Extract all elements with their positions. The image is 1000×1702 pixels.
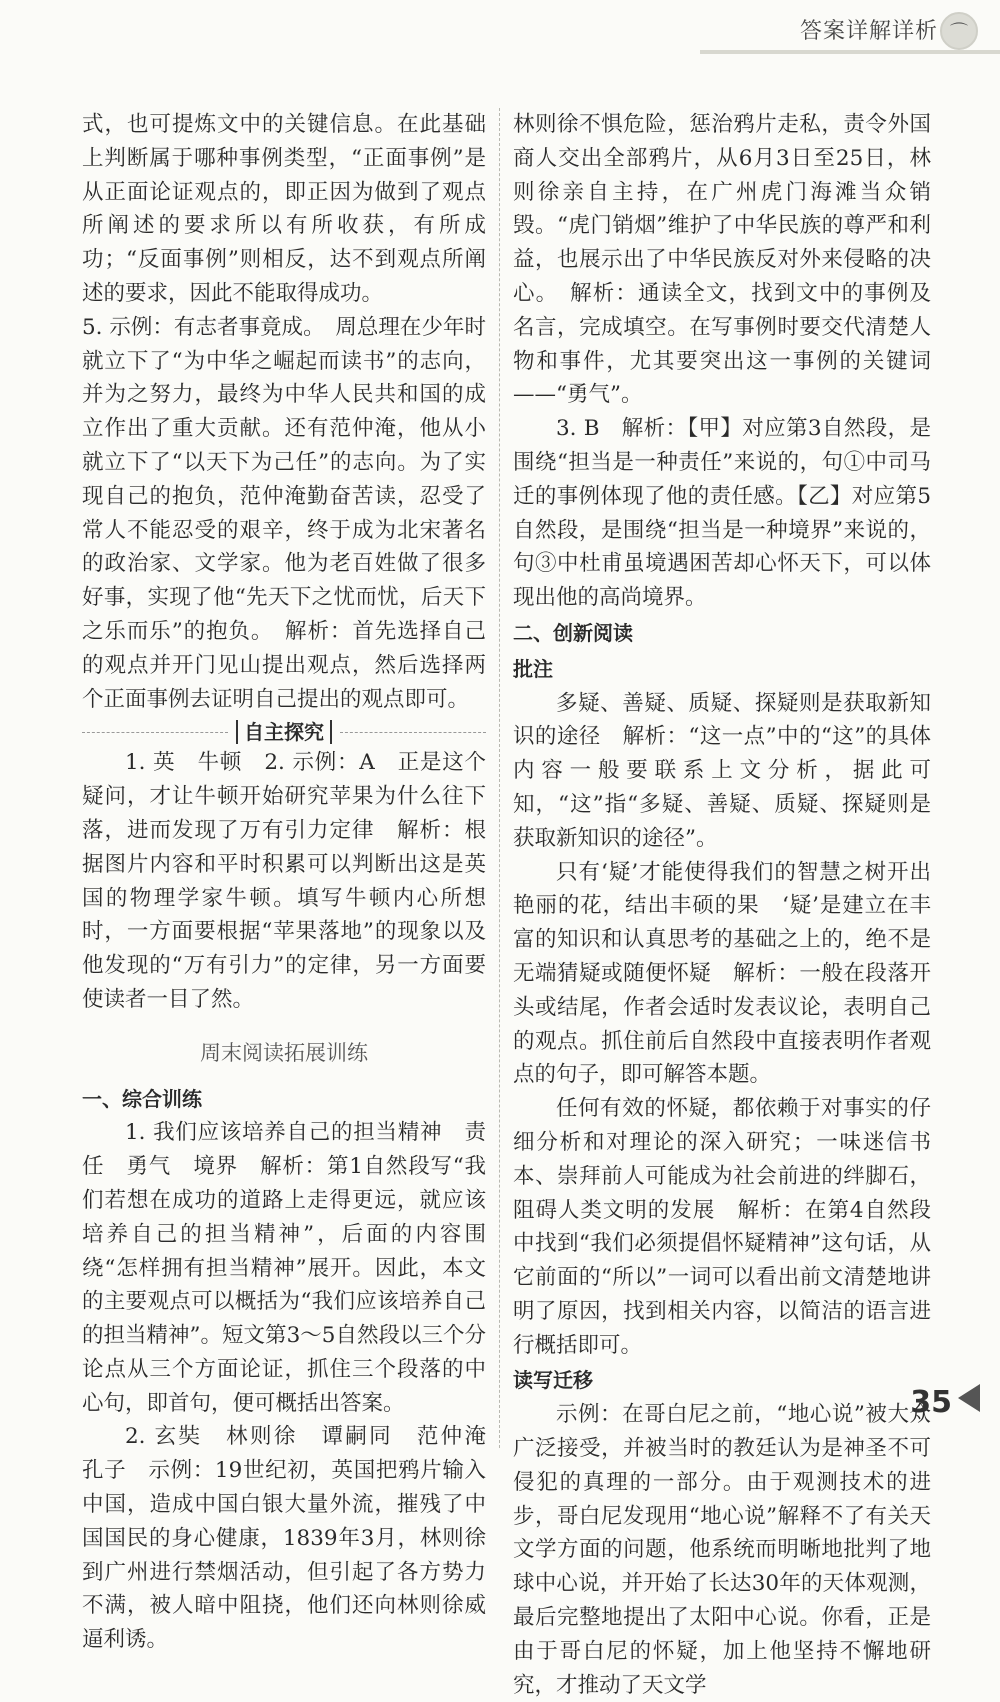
paragraph: 林则徐不惧危险，惩治鸦片走私，责令外国商人交出全部鸦片，从6月3日至25日，林则徐亲自主持，在广州虎门海滩当众销毁。“虎门销烟”维护了中华民族的尊严和利益，也展示出了中华民族反对外来侵略的决心。 解析：通读全文，找到文中的事例及名言，完成填空。在写事例时要交代清楚人物和事件，尤其要突出这一事例的关键词——“勇气”。 — [513, 112, 931, 408]
subsection-title: 批注 — [513, 656, 553, 681]
right-column — [513, 108, 931, 1702]
subsection-title: 读写迁移 — [513, 1368, 593, 1393]
answer-5: 5. 示例：有志者事竟成。 周总理在少年时就立下了“为中华之崛起而读书”的志向，并为之努力，最终为中华人民共和国的成立作出了重大贡献。还有范仲淹，他从小就立下了“以天下为己任”的志向。为了实现自己的抱负，范仲淹勤奋苦读，忍受了常人不能忍受的艰辛，终于成为北宋著名的政治家、文学家。他为老百姓做了很多好事，实现了他“先天下之忧而忧，后天下之乐而乐”的抱负。 解析：首先选择自己的观点并开门见山提出观点，然后选择两个正面事例去证明自己提出的观点即可。 — [82, 314, 486, 712]
header-label: 答案详解详析 — [799, 19, 938, 44]
page-number: 35 — [910, 1385, 952, 1420]
answer-2: 2. 玄奘 林则徐 谭嗣同 范仲淹 孔子 示例：19世纪初，英国把鸦片输入中国，造成中国白银大量外流，摧残了中国国民的身心健康，1839年3月，林则徐到广州进行禁烟活动，但引起了各方势力不满，被人暗中阻挠，他们还向林则徐威逼利诱。 — [82, 1424, 508, 1653]
answer-1: 1. 我们应该培养自己的担当精神 责任 勇气 境界 解析：第1自然段写“我们若想在成功的道路上走得更远，就应该培养自己的担当精神”，后面的内容围绕“怎样拥有担当精神”展开。因此，本文的主要观点可以概括为“我们应该培养自己的担当精神”。短文第3～5自然段以三个分论点从三个方面论证，抓住三个段落的中心句，即首句，便可概括出答案。 — [82, 1120, 486, 1416]
header-mark: ⌒ — [950, 22, 968, 43]
column-divider — [499, 108, 500, 1448]
section-heading: 周末阅读拓展训练 — [200, 1040, 368, 1065]
paragraph: 式，也可提炼文中的关键信息。在此基础上判断属于哪种事例类型，“正面事例”是从正面论证观点的，即正因为做到了观点所阐述的要求所以有所收获，有所成功；“反面事例”则相反，达不到观点所阐述的要求，因此不能取得成功。 — [82, 112, 486, 306]
left-column — [82, 108, 508, 1657]
section-title: 二、创新阅读 — [513, 620, 633, 645]
page-arrow-icon — [958, 1384, 980, 1412]
page-header — [0, 0, 1000, 80]
answer-3: 3. B 解析：【甲】对应第3自然段，是围绕“担当是一种责任”来说的，句①中司马迁的事例体现了他的责任感。【乙】对应第5自然段，是围绕“担当是一种境界”来说的，句③中杜甫虽境遇困苦却心怀天下，可以体现出他的高尚境界。 — [513, 416, 931, 611]
paragraph: 示例：在哥白尼之前，“地心说”被大众广泛接受，并被当时的教廷认为是神圣不可侵犯的真理的一部分。由于观测技术的进步，哥白尼发现用“地心说”解释不了有关天文学方面的问题，他系统而明晰地批判了地球中心说，并开始了长达30年的天体观测，最后完整地提出了太阳中心说。你看，正是由于哥白尼的怀疑，加上他坚持不懈地研究，才推动了天文学 — [513, 1402, 931, 1698]
paragraph: 任何有效的怀疑，都依赖于对事实的仔细分析和对理论的深入研究；一味迷信书本、崇拜前人可能成为社会前进的绊脚石，阻碍人类文明的发展 解析：在第4自然段中找到“我们必须提倡怀疑精神”这句话，从它前面的“所以”一词可以看出前文清楚地讲明了原因，找到相关内容，以简洁的语言进行概括即可。 — [513, 1096, 931, 1358]
paragraph: 1. 英 牛顿 2. 示例：A 正是这个疑问，才让牛顿开始研究苹果为什么往下落，进而发现了万有引力定律 解析：根据图片内容和平时积累可以判断出这是英国的物理学家牛顿。填写牛顿内心所想时，一方面要根据“苹果落地”的现象以及他发现的“万有引力”的定律，另一方面要使读者一目了然。 — [82, 750, 486, 1012]
banner-title: 自主探究 — [236, 720, 332, 744]
divider — [82, 732, 228, 733]
header-rule — [700, 50, 1000, 54]
header-logo-icon — [940, 12, 978, 50]
paragraph: 多疑、善疑、质疑、探疑则是获取新知识的途径 解析：“这一点”中的“这”的具体内容一般要联系上文分析，据此可知，“这”指“多疑、善疑、质疑、探疑则是获取新知识的途径”。 — [513, 690, 931, 851]
paragraph: 只有‘疑’才能使得我们的智慧之树开出艳丽的花，结出丰硕的果 ‘疑’是建立在丰富的知识和认真思考的基础之上的，绝不是无端猜疑或随便怀疑 解析：一般在段落开头或结尾，作者会适时发表议论，表明自己的观点。抓住前后自然段中直接表明作者观点的句子，即可解答本题。 — [513, 859, 931, 1088]
divider — [340, 732, 486, 733]
section-banner — [82, 720, 486, 744]
section-title: 一、综合训练 — [82, 1086, 202, 1111]
